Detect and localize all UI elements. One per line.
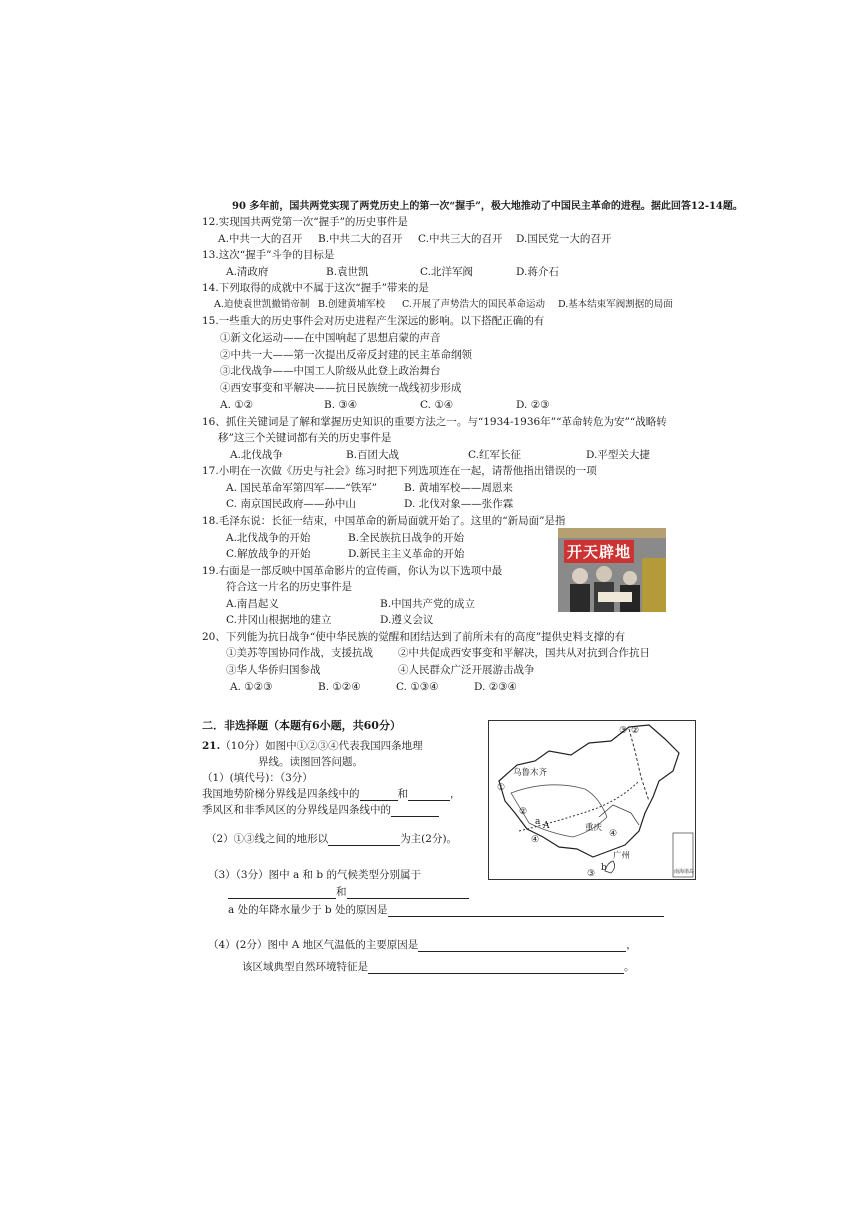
q12-option-d: D.国民党一大的召开 [516,233,612,245]
q21-blank-3[interactable] [391,805,439,817]
q18-option-a: A.北伐战争的开始 [226,532,311,544]
q13-option-c: C.北洋军阀 [420,266,473,278]
q21-part1-line2-text: 季风区和非季风区的分界线是四条线中的 [202,804,391,816]
q12-stem: 12.实现国共两党第一次“握手”的历史事件是 [202,216,408,228]
q21-part3-and: 和 [336,886,347,898]
movie-poster-image [558,528,666,612]
map-label-a: a [535,817,541,827]
q14-option-b: B.创建黄埔军校 [318,299,386,310]
q13-option-d: D.蒋介石 [516,266,559,278]
q20-item-3: ③华人华侨归国参战 [226,664,321,676]
q15-option-a: A. ①② [220,399,254,411]
map-label-4: ④ [531,835,540,845]
q15-item-2: ②中共一大——第一次提出反帝反封建的民主革命纲领 [220,349,472,361]
q15-option-c: C. ①④ [420,399,454,411]
q15-option-d: D. ②③ [516,399,550,411]
q17-option-a: A. 国民革命军第四军——“铁军” [226,482,377,494]
q21-part1-comma: ， [450,788,461,800]
china-map-outline [489,721,695,879]
q18-stem: 18.毛泽东说：长征一结束，中国革命的新局面就开始了。这里的“新局面”是指 [202,515,566,527]
q17-option-c: C. 南京国民政府——孙中山 [226,498,356,510]
q20-option-b: B. ①②④ [318,681,361,693]
q21-part4-period: 。 [624,961,635,973]
q17-option-d: D. 北伐对象——张作霖 [404,498,514,510]
map-label-3-top: ③ [619,726,628,736]
q21-part1-line2 [202,803,439,817]
q20-item-2: ②中共促成西安事变和平解决，国共从对抗到合作抗日 [398,647,650,659]
q21-part4-line2 [242,960,635,974]
q21-blank-8[interactable] [418,940,626,952]
map-label-1: ① [497,783,506,793]
q16-stem-line2: 移”这三个关键词都有关的历史事件是 [218,432,392,444]
q15-option-b: B. ③④ [324,399,358,411]
q21-part4-line1 [208,938,637,952]
q21-stem-text: （10分）如图中①②③④代表我国四条地理 [220,740,423,752]
q14-option-d: D.基本结束军阀割据的局面 [558,299,673,310]
q16-option-c: C.红军长征 [468,449,521,461]
map-label-2-top: ② [631,726,640,736]
q18-option-c: C.解放战争的开始 [226,548,311,560]
q21-part4-comma: ， [626,939,637,951]
q21-part1-and: 和 [397,788,408,800]
q13-option-b: B.袁世凯 [326,266,369,278]
map-label-A: A [543,821,550,831]
poster-title: 开天辟地 [564,540,634,563]
q21-part3-line3-text: a 处的年降水量少于 b 处的原因是 [228,904,388,916]
q13-option-a: A.清政府 [226,266,269,278]
map-label-2: ② [519,807,528,817]
q21-part1-line1 [202,787,461,801]
q15-item-4: ④西安事变和平解决——抗日民族统一战线初步形成 [220,382,462,394]
q19-stem-line2: 符合这一片名的历史事件是 [226,581,352,593]
intro-text: 90 多年前，国共两党实现了两党历史上的第一次“握手”，极大地推动了中国民主革命的进程。据此回答12-14题。 [232,201,743,212]
q21-part4-text: （4）(2分）图中 A 地区气温低的主要原因是 [208,939,419,951]
map-label-3-bottom: ③ [587,869,596,879]
q14-option-c: C.开展了声势浩大的国民革命运动 [402,299,545,310]
map-label-guangzhou: 广州 [613,851,631,861]
q21-blank-2[interactable] [408,789,450,801]
q15-stem: 15.一些重大的历史事件会对历史进程产生深远的影响。以下搭配正确的有 [202,315,545,327]
q12-option-b: B.中共二大的召开 [318,233,403,245]
q15-item-1: ①新文化运动——在中国响起了思想启蒙的声音 [220,332,441,344]
china-map-figure [488,720,696,880]
q16-stem-line1: 16、抓住关键词是了解和掌握历史知识的重要方法之一。与“1934-1936年”“革命转危为安”“战略转 [202,416,667,428]
q16-option-b: B.百团大战 [346,449,400,461]
q21-blank-9[interactable] [368,962,624,974]
q21-blank-1[interactable] [360,789,398,801]
q20-option-c: C. ①③④ [396,681,439,693]
q21-part3-line2 [228,885,469,899]
q21-part2-text: （2）①③线之间的地形以 [206,833,329,845]
q20-option-a: A. ①②③ [230,681,273,693]
map-inset-label: 南海诸岛 [674,869,695,875]
q21-part1-line1-text: 我国地势阶梯分界线是四条线中的 [202,788,360,800]
map-label-4b: ④ [609,829,618,839]
q17-stem: 17.小明在一次做《历史与社会》练习时把下列选项连在一起，请帮他指出错误的一项 [202,465,597,477]
q17-option-b: B. 黄埔军校——周恩来 [404,482,513,494]
q21-blank-4[interactable] [328,834,400,846]
q12-option-a: A.中共一大的召开 [218,233,303,245]
q21-part2-tail: 为主(2分)。 [400,833,458,845]
q19-stem-line1: 19.右面是一部反映中国革命影片的宣传画，你认为以下选项中最 [202,565,503,577]
q16-option-a: A.北伐战争 [230,449,283,461]
q19-option-d: D.遵义会议 [380,614,434,626]
q19-option-a: A.南昌起义 [226,598,279,610]
q20-stem: 20、下列能为抗日战争“使中华民族的觉醒和团结达到了前所未有的高度”提供史料支撑的有 [202,631,626,643]
q20-item-4: ④人民群众广泛开展游击战争 [398,664,535,676]
q21-blank-7[interactable] [388,905,664,917]
q18-option-d: D.新民主主义革命的开始 [348,548,465,560]
q21-part4-line2-text: 该区域典型自然环境特征是 [242,961,368,973]
q19-option-c: C.井冈山根据地的建立 [226,614,332,626]
q14-option-a: A.迫使袁世凯撤销帝制 [214,299,310,310]
q21-blank-5[interactable] [228,887,336,899]
q16-option-d: D.平型关大捷 [586,449,650,461]
map-label-b: b [601,863,607,873]
q21-blank-6[interactable] [347,887,469,899]
map-label-urumqi: 乌鲁木齐 [513,768,548,778]
q13-stem: 13.这次“握手”斗争的目标是 [202,249,335,261]
map-label-chongqing: 重庆 [585,823,603,833]
q20-item-1: ①美苏等国协同作战，支援抗战 [226,647,373,659]
q20-option-d: D. ②③④ [474,681,517,693]
q12-option-c: C.中共三大的召开 [418,233,503,245]
q21-part3-heading: （3）（3分）图中 a 和 b 的气候类型分别属于 [208,869,421,881]
section-2-heading: 二．非选择题（本题有6小题，共60分） [202,719,401,732]
q21-part3-line3 [228,903,664,917]
q14-stem: 14.下列取得的成就中不属于这次“握手”带来的是 [202,282,429,294]
q21-stem-line1 [202,739,423,753]
q21-stem-line2: 界线。读图回答问题。 [258,756,363,768]
q21-number: 21. [202,740,221,752]
q15-item-3: ③北伐战争——中国工人阶级从此登上政治舞台 [220,365,441,377]
q21-part2 [206,832,457,846]
q19-option-b: B.中国共产党的成立 [380,598,476,610]
q21-part1-heading: （1）(填代号)：（3分） [202,772,313,784]
q18-option-b: B.全民族抗日战争的开始 [348,532,465,544]
